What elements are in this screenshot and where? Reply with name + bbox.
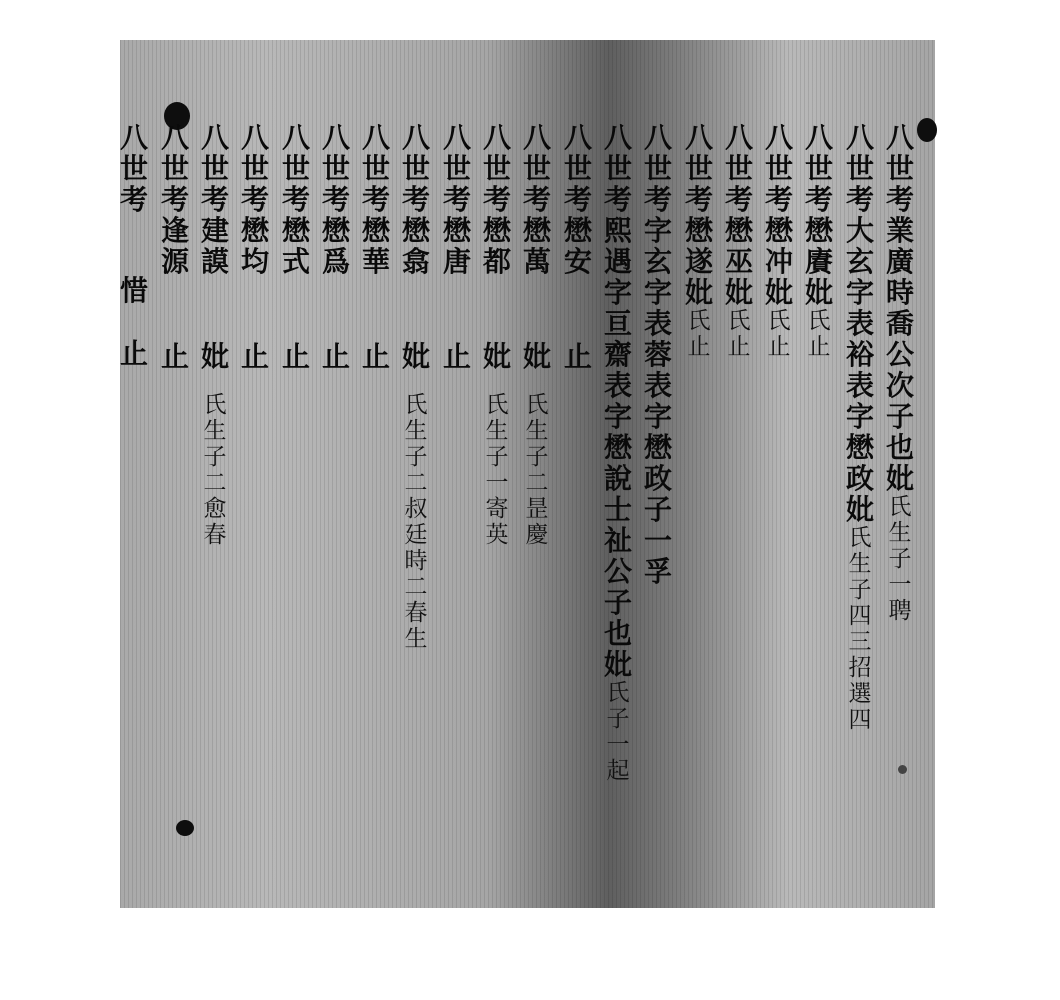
column-15-segment-2 (322, 341, 350, 372)
glyph: 止 (281, 340, 310, 373)
glyph: 逢 (160, 214, 189, 247)
glyph: 聘 (888, 598, 912, 624)
glyph: 考 (603, 183, 632, 216)
glyph: 氏 (727, 308, 751, 334)
column-17-segment-2 (241, 341, 269, 372)
glyph: 業 (885, 214, 914, 247)
glyph: 世 (281, 152, 310, 185)
glyph: 世 (804, 152, 833, 185)
glyph: 八 (684, 121, 713, 154)
glyph: 氏 (888, 494, 912, 520)
column-12-segment-2 (443, 341, 471, 372)
column-8-segment-2 (607, 680, 630, 784)
glyph: 二 (525, 470, 549, 496)
glyph: 考 (643, 183, 672, 216)
glyph: 妣 (885, 462, 914, 495)
glyph: 八 (603, 121, 632, 154)
glyph: 惜 (119, 274, 148, 307)
glyph: 表 (643, 369, 672, 402)
glyph: 世 (482, 152, 511, 185)
glyph: 士 (603, 493, 632, 526)
text-column-2 (843, 122, 877, 733)
glyph: 字 (643, 400, 672, 433)
glyph: 懋 (321, 214, 350, 247)
text-column-9 (561, 122, 595, 372)
glyph: 止 (240, 340, 269, 373)
glyph: 生 (848, 551, 872, 577)
glyph: 世 (845, 152, 874, 185)
glyph: 懋 (603, 431, 632, 464)
glyph: 八 (845, 121, 874, 154)
glyph: 妣 (764, 276, 793, 309)
glyph: 考 (442, 183, 471, 216)
glyph: 子 (888, 546, 912, 572)
glyph: 四 (848, 707, 872, 733)
column-14-segment-1 (362, 122, 390, 277)
glyph: 一 (606, 732, 630, 758)
glyph: 八 (563, 121, 592, 154)
glyph: 字 (603, 400, 632, 433)
glyph: 源 (160, 245, 189, 278)
glyph: 氏 (404, 392, 428, 418)
glyph: 懋 (482, 214, 511, 247)
glyph: 玄 (643, 245, 672, 278)
column-12-segment-1 (443, 122, 471, 277)
glyph: 均 (240, 245, 269, 278)
glyph: 孚 (643, 555, 672, 588)
column-11-segment-1 (483, 122, 511, 277)
binding-hole-bottom-left (176, 820, 194, 836)
column-19-segment-2 (161, 341, 189, 372)
glyph: 遇 (603, 245, 632, 278)
glyph: 二 (404, 470, 428, 496)
text-column-3 (802, 122, 836, 360)
glyph: 妣 (724, 276, 753, 309)
glyph: 考 (119, 183, 148, 216)
glyph: 懋 (442, 214, 471, 247)
glyph: 八 (724, 121, 753, 154)
column-7-segment-1 (644, 122, 672, 587)
glyph: 懋 (563, 214, 592, 247)
glyph: 表 (845, 369, 874, 402)
glyph: 翕 (401, 245, 430, 278)
glyph: 世 (885, 152, 914, 185)
glyph: 懋 (845, 431, 874, 464)
glyph: 巫 (724, 245, 753, 278)
column-10-segment-2 (523, 341, 551, 372)
glyph: 氏 (525, 392, 549, 418)
text-column-17 (238, 122, 272, 372)
text-column-4 (762, 122, 796, 360)
glyph: 止 (807, 334, 831, 360)
glyph: 安 (563, 245, 592, 278)
text-column-11 (480, 122, 514, 548)
text-column-10 (520, 122, 554, 548)
glyph: 二 (203, 470, 227, 496)
text-column-14 (359, 122, 393, 372)
glyph: 止 (361, 340, 390, 373)
glyph: 止 (767, 334, 791, 360)
glyph: 八 (442, 121, 471, 154)
glyph: 生 (525, 418, 549, 444)
text-column-13 (399, 122, 433, 652)
glyph: 世 (522, 152, 551, 185)
glyph: 次 (885, 369, 914, 402)
glyph: 妣 (603, 648, 632, 681)
glyph: 生 (203, 418, 227, 444)
glyph: 廣 (885, 245, 914, 278)
glyph: 子 (485, 444, 509, 470)
glyph: 萬 (522, 245, 551, 278)
column-15-segment-1 (322, 122, 350, 277)
glyph: 建 (200, 214, 229, 247)
glyph: 冲 (764, 245, 793, 278)
column-13-segment-3 (405, 392, 428, 652)
column-11-segment-3 (486, 392, 509, 548)
text-column-19 (158, 122, 192, 372)
text-column-8 (601, 122, 635, 784)
glyph: 起 (606, 758, 630, 784)
glyph: 氏 (203, 392, 227, 418)
column-3-segment-1 (805, 122, 833, 308)
glyph: 考 (200, 183, 229, 216)
glyph: 考 (724, 183, 753, 216)
glyph: 公 (603, 555, 632, 588)
glyph: 懋 (684, 214, 713, 247)
glyph: 廷 (404, 522, 428, 548)
glyph: 妣 (401, 340, 430, 373)
glyph: 考 (684, 183, 713, 216)
column-9-segment-1 (564, 122, 592, 277)
column-5-segment-1 (725, 122, 753, 308)
glyph: 妣 (845, 493, 874, 526)
glyph: 一 (888, 572, 912, 598)
glyph: 八 (401, 121, 430, 154)
glyph: 裕 (845, 338, 874, 371)
glyph: 說 (603, 462, 632, 495)
column-5-segment-2 (728, 308, 751, 360)
text-column-7 (641, 122, 675, 587)
glyph: 懋 (804, 214, 833, 247)
glyph: 玄 (845, 245, 874, 278)
glyph: 世 (563, 152, 592, 185)
glyph: 子 (203, 444, 227, 470)
glyph: 氏 (767, 308, 791, 334)
glyph: 妣 (684, 276, 713, 309)
glyph: 子 (606, 706, 630, 732)
glyph: 也 (885, 431, 914, 464)
glyph: 英 (485, 522, 509, 548)
text-column-18 (198, 122, 232, 548)
glyph: 子 (404, 444, 428, 470)
glyph: 世 (401, 152, 430, 185)
glyph: 八 (804, 121, 833, 154)
glyph: 八 (361, 121, 390, 154)
glyph: 子 (885, 400, 914, 433)
glyph: 八 (522, 121, 551, 154)
column-1-segment-1 (886, 122, 914, 494)
glyph: 愈 (203, 496, 227, 522)
glyph: 政 (845, 462, 874, 495)
glyph: 表 (845, 307, 874, 340)
glyph: 八 (200, 121, 229, 154)
column-11-segment-2 (483, 341, 511, 372)
glyph: 賡 (804, 245, 833, 278)
glyph: 二 (404, 574, 428, 600)
glyph: 懋 (361, 214, 390, 247)
glyph: 妣 (200, 340, 229, 373)
glyph: 世 (764, 152, 793, 185)
glyph: 子 (643, 493, 672, 526)
column-8-segment-1 (604, 122, 632, 680)
glyph: 招 (848, 655, 872, 681)
glyph: 止 (687, 334, 711, 360)
glyph: 生 (888, 520, 912, 546)
glyph: 止 (321, 340, 350, 373)
glyph: 三 (848, 629, 872, 655)
glyph: 氏 (807, 308, 831, 334)
glyph: 考 (563, 183, 592, 216)
column-17-segment-1 (241, 122, 269, 277)
glyph: 選 (848, 681, 872, 707)
glyph: 八 (240, 121, 269, 154)
glyph: 生 (485, 418, 509, 444)
glyph: 華 (361, 245, 390, 278)
glyph: 考 (804, 183, 833, 216)
glyph: 生 (404, 418, 428, 444)
text-column-15 (319, 122, 353, 372)
glyph: 熙 (603, 214, 632, 247)
glyph: 時 (404, 548, 428, 574)
glyph: 懋 (764, 214, 793, 247)
glyph: 遂 (684, 245, 713, 278)
text-column-12 (440, 122, 474, 372)
column-13-segment-2 (402, 341, 430, 372)
glyph: 世 (200, 152, 229, 185)
text-column-16 (279, 122, 313, 372)
glyph: 慶 (525, 522, 549, 548)
glyph: 字 (643, 276, 672, 309)
column-13-segment-1 (402, 122, 430, 277)
glyph: 昰 (525, 496, 549, 522)
glyph: 蓉 (643, 338, 672, 371)
glyph: 字 (603, 276, 632, 309)
glyph: 表 (643, 307, 672, 340)
glyph: 八 (321, 121, 350, 154)
glyph: 世 (643, 152, 672, 185)
glyph: 世 (724, 152, 753, 185)
column-14-segment-2 (362, 341, 390, 372)
text-column-20 (117, 122, 151, 369)
glyph: 喬 (885, 307, 914, 340)
column-16-segment-1 (282, 122, 310, 277)
column-20-segment-3 (120, 338, 148, 369)
glyph: 時 (885, 276, 914, 309)
glyph: 政 (643, 462, 672, 495)
glyph: 四 (848, 603, 872, 629)
glyph: 都 (482, 245, 511, 278)
glyph: 妣 (804, 276, 833, 309)
glyph: 考 (845, 183, 874, 216)
glyph: 爲 (321, 245, 350, 278)
glyph: 考 (764, 183, 793, 216)
column-20-segment-1 (120, 122, 148, 215)
column-10-segment-1 (523, 122, 551, 277)
glyph: 世 (684, 152, 713, 185)
glyph: 寄 (485, 496, 509, 522)
glyph: 子 (603, 586, 632, 619)
glyph: 生 (404, 626, 428, 652)
text-column-5 (722, 122, 756, 360)
column-2-segment-1 (846, 122, 874, 525)
glyph: 止 (119, 337, 148, 370)
glyph: 世 (442, 152, 471, 185)
glyph: 也 (603, 617, 632, 650)
scanned-genealogy-page (120, 40, 935, 908)
glyph: 亘 (603, 307, 632, 340)
glyph: 氏 (606, 680, 630, 706)
column-9-segment-2 (564, 341, 592, 372)
text-column-6 (682, 122, 716, 360)
glyph: 唐 (442, 245, 471, 278)
glyph: 大 (845, 214, 874, 247)
glyph: 止 (727, 334, 751, 360)
glyph: 世 (321, 152, 350, 185)
glyph: 子 (848, 577, 872, 603)
glyph: 八 (885, 121, 914, 154)
column-6-segment-2 (688, 308, 711, 360)
glyph: 止 (563, 340, 592, 373)
glyph: 考 (522, 183, 551, 216)
glyph: 字 (845, 400, 874, 433)
column-4-segment-1 (765, 122, 793, 308)
glyph: 一 (643, 524, 672, 557)
glyph: 祉 (603, 524, 632, 557)
column-3-segment-2 (808, 308, 831, 360)
glyph: 氏 (687, 308, 711, 334)
glyph: 八 (764, 121, 793, 154)
glyph: 考 (885, 183, 914, 216)
column-20-segment-2 (120, 275, 148, 306)
glyph: 懋 (522, 214, 551, 247)
glyph: 春 (404, 600, 428, 626)
glyph: 考 (321, 183, 350, 216)
column-16-segment-2 (282, 341, 310, 372)
glyph: 謨 (200, 245, 229, 278)
column-18-segment-2 (201, 341, 229, 372)
glyph: 氏 (848, 525, 872, 551)
glyph: 式 (281, 245, 310, 278)
glyph: 八 (160, 121, 189, 154)
glyph: 叔 (404, 496, 428, 522)
glyph: 世 (160, 152, 189, 185)
glyph: 懋 (643, 431, 672, 464)
column-18-segment-1 (201, 122, 229, 277)
glyph: 考 (240, 183, 269, 216)
glyph: 八 (119, 121, 148, 154)
glyph: 公 (885, 338, 914, 371)
glyph: 懋 (724, 214, 753, 247)
glyph: 考 (281, 183, 310, 216)
column-1-segment-2 (889, 494, 912, 624)
glyph: 妣 (482, 340, 511, 373)
glyph: 春 (203, 522, 227, 548)
glyph: 齋 (603, 338, 632, 371)
glyph: 考 (160, 183, 189, 216)
column-4-segment-2 (768, 308, 791, 360)
glyph: 子 (525, 444, 549, 470)
column-10-segment-3 (526, 392, 549, 548)
glyph: 考 (482, 183, 511, 216)
glyph: 考 (401, 183, 430, 216)
glyph: 止 (442, 340, 471, 373)
glyph: 字 (643, 214, 672, 247)
glyph: 世 (119, 152, 148, 185)
column-2-segment-2 (849, 525, 872, 733)
glyph: 一 (485, 470, 509, 496)
glyph: 世 (240, 152, 269, 185)
glyph: 八 (643, 121, 672, 154)
text-column-1 (883, 122, 917, 624)
glyph: 表 (603, 369, 632, 402)
glyph: 字 (845, 276, 874, 309)
glyph: 八 (281, 121, 310, 154)
glyph: 妣 (522, 340, 551, 373)
glyph: 懋 (401, 214, 430, 247)
glyph: 八 (482, 121, 511, 154)
binding-hole-top-right (917, 118, 937, 142)
column-6-segment-1 (685, 122, 713, 308)
glyph: 懋 (240, 214, 269, 247)
glyph: 考 (361, 183, 390, 216)
glyph: 止 (160, 340, 189, 373)
glyph: 氏 (485, 392, 509, 418)
glyph: 懋 (281, 214, 310, 247)
glyph: 世 (603, 152, 632, 185)
column-18-segment-3 (204, 392, 227, 548)
column-19-segment-1 (161, 122, 189, 277)
ink-speck (898, 765, 907, 774)
glyph: 世 (361, 152, 390, 185)
